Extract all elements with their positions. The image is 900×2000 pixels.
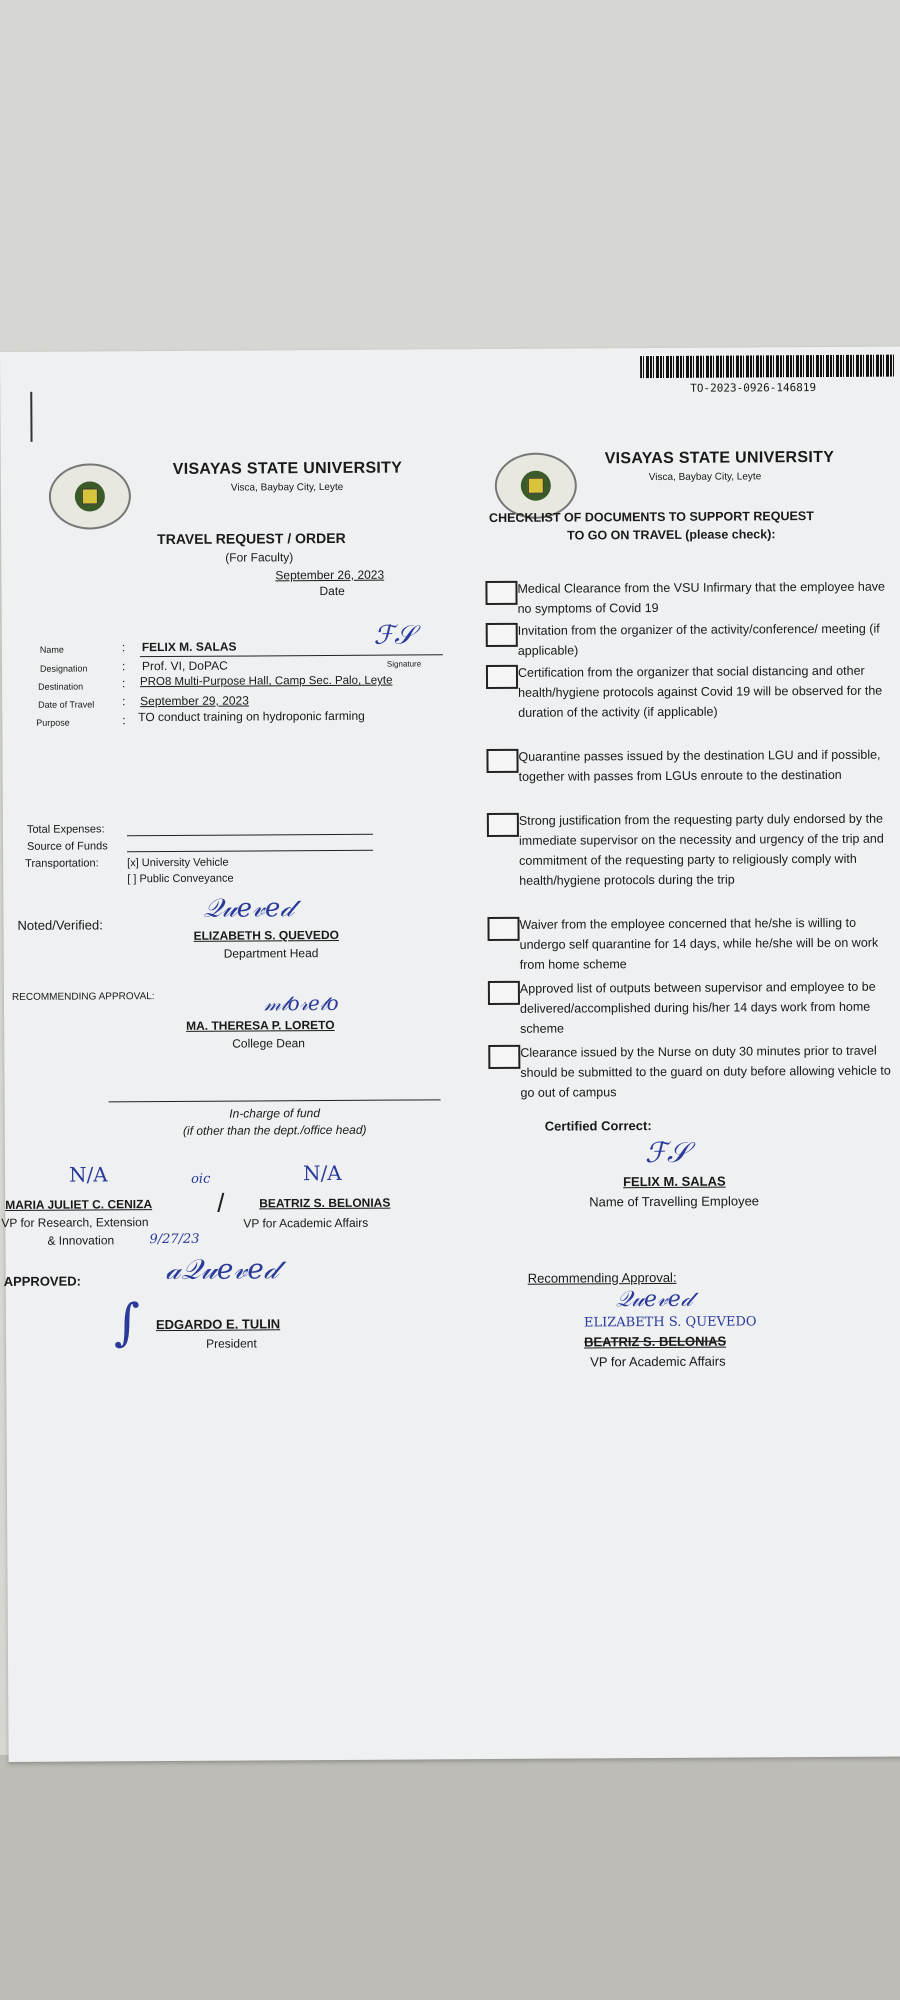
checklist-checkbox-medical-clearance[interactable] xyxy=(485,581,517,605)
checklist-checkbox-justification[interactable] xyxy=(487,813,519,837)
field-label-date-of-travel: Date of Travel xyxy=(38,699,95,710)
handwritten-replacement-name: ELIZABETH S. QUEVEDO xyxy=(583,1314,757,1331)
employee-name: FELIX M. SALAS xyxy=(623,1173,726,1190)
name-underline xyxy=(140,654,443,657)
pen-mark xyxy=(30,392,32,442)
background-surface xyxy=(0,1755,900,2000)
checklist-item-medical-clearance: Medical Clearance from the VSU Infirmary that the employee have no symptoms of Covid 19 xyxy=(517,579,886,616)
dept-head-name: ELIZABETH S. QUEVEDO xyxy=(193,927,339,943)
form-subtitle: (For Faculty) xyxy=(225,550,294,565)
checklist-title: CHECKLIST OF DOCUMENTS TO SUPPORT REQUEST xyxy=(488,509,814,526)
field-colon xyxy=(122,659,125,673)
source-of-funds-label: Source of Funds xyxy=(26,840,108,853)
checklist-item-waiver: Waiver from the employee concerned that he/she is willing to undergo self quarantine for 14 days, while he/she will be on work from home scheme xyxy=(519,915,879,972)
approval-signature: 𝒶𝒬𝓊𝑒𝓋𝑒𝒹 xyxy=(165,1252,279,1287)
employee-signature: ℱ𝒮 xyxy=(644,1135,689,1170)
recommending-signature: 𝒬𝓊𝑒𝓋𝑒𝒹 xyxy=(615,1286,693,1313)
field-colon xyxy=(122,713,125,727)
university-name: VISAYAS STATE UNIVERSITY xyxy=(172,459,403,478)
checklist-item-quarantine-passes: Quarantine passes issued by the destination LGU and if possible, together with passes from LGUs enroute to the destination xyxy=(518,747,881,784)
vp-academic-title: VP for Academic Affairs xyxy=(243,1215,369,1231)
travel-request-document xyxy=(0,347,900,1762)
separator-slash: / xyxy=(217,1187,225,1218)
field-label-designation: Designation xyxy=(39,663,88,674)
recommending-approval-label: RECOMMENDING APPROVAL: xyxy=(11,991,155,1003)
checklist-checkbox-nurse-clearance[interactable] xyxy=(488,1045,520,1069)
source-of-funds-line xyxy=(127,850,373,853)
certified-correct-label: Certified Correct: xyxy=(544,1118,652,1134)
field-value-purpose: TO conduct training on hydroponic farming xyxy=(138,708,365,725)
checklist-checkbox-quarantine-passes[interactable] xyxy=(486,749,518,773)
handwritten-date: 9/27/23 xyxy=(149,1231,200,1248)
dean-signature: 𝓂𝓁𝑜𝓇𝑒𝓉𝑜 xyxy=(263,990,339,1016)
employee-title: Name of Travelling Employee xyxy=(589,1193,760,1210)
form-title: TRAVEL REQUEST / ORDER xyxy=(157,529,346,548)
university-address-right: Visca, Baybay City, Leyte xyxy=(648,471,762,484)
request-date: September 26, 2023 xyxy=(275,567,385,583)
president-title: President xyxy=(206,1336,257,1351)
president-name: EDGARDO E. TULIN xyxy=(155,1316,281,1333)
handwritten-na-2: N/A xyxy=(302,1160,342,1186)
university-seal-logo xyxy=(49,463,131,529)
checklist-checkbox-waiver[interactable] xyxy=(487,917,519,941)
fund-label: In-charge of fund xyxy=(229,1106,321,1121)
dept-head-signature: 𝒬𝓊𝑒𝓋𝑒𝒹 xyxy=(203,893,294,924)
approved-label: APPROVED: xyxy=(3,1273,82,1289)
field-colon xyxy=(122,676,125,690)
checklist-checkbox-certification[interactable] xyxy=(486,665,518,689)
vp-research-name: MARIA JULIET C. CENIZA xyxy=(5,1197,153,1212)
field-value-designation: Prof. VI, DoPAC xyxy=(141,658,228,674)
field-colon xyxy=(122,640,125,654)
checklist-item-certification: Certification from the organizer that social distancing and other health/hygiene protocols against Covid 19 will be observed for the duration of the activity (if applicable) xyxy=(517,663,883,720)
president-signature: ∫ xyxy=(113,1293,141,1352)
field-label-destination: Destination xyxy=(38,681,84,692)
fund-signature-line xyxy=(109,1099,441,1102)
handwritten-oic: oic xyxy=(191,1171,211,1187)
field-colon xyxy=(122,694,125,708)
fund-label-note: (if other than the dept./office head) xyxy=(182,1122,367,1138)
vp-research-title-2: & Innovation xyxy=(47,1233,115,1248)
transportation-label: Transportation: xyxy=(25,857,99,870)
signature-label: Signature xyxy=(386,659,422,669)
transport-option-university-vehicle: [x] University Vehicle xyxy=(127,856,229,870)
dean-name: MA. THERESA P. LORETO xyxy=(186,1017,335,1033)
checklist-item-nurse-clearance: Clearance issued by the Nurse on duty 30 minutes prior to travel should be submitted to the guard on duty before allowing vehicle to go out of campus xyxy=(520,1043,891,1100)
dean-title: College Dean xyxy=(232,1036,305,1051)
traveler-signature: ℱ𝒮 xyxy=(373,620,415,651)
vp-title-right: VP for Academic Affairs xyxy=(590,1353,726,1370)
checklist-title-2: TO GO ON TRAVEL (please check): xyxy=(567,527,776,543)
noted-verified-label: Noted/Verified: xyxy=(17,917,103,933)
checklist-checkbox-invitation[interactable] xyxy=(486,623,518,647)
field-value-date-of-travel: September 29, 2023 xyxy=(140,693,249,709)
total-expenses-line xyxy=(127,834,373,837)
checklist-item-outputs: Approved list of outputs between supervisor and employee to be delivered/accomplished during his/her 14 days work from home scheme xyxy=(519,979,876,1036)
recommending-approval-label-right: Recommending Approval: xyxy=(527,1269,677,1286)
field-value-destination: PRO8 Multi-Purpose Hall, Camp Sec. Palo, Leyte xyxy=(139,674,393,689)
vp-name-struck: BEATRIZ S. BELONIAS xyxy=(584,1333,727,1350)
handwritten-na-1: N/A xyxy=(68,1162,108,1187)
transport-option-public-conveyance: [ ] Public Conveyance xyxy=(127,872,234,886)
barcode xyxy=(640,355,895,379)
total-expenses-label: Total Expenses: xyxy=(26,823,105,836)
university-address: Visca, Baybay City, Leyte xyxy=(230,481,344,494)
traveler-name: FELIX M. SALAS xyxy=(141,639,237,655)
barcode-number: TO-2023-0926-146819 xyxy=(690,381,817,395)
date-label: Date xyxy=(319,583,345,599)
dept-head-title: Department Head xyxy=(223,946,319,961)
university-name-right: VISAYAS STATE UNIVERSITY xyxy=(604,448,835,468)
checklist-checkbox-outputs[interactable] xyxy=(488,981,520,1005)
vp-academic-name: BEATRIZ S. BELONIAS xyxy=(259,1195,391,1211)
vp-research-title: VP for Research, Extension xyxy=(1,1215,149,1231)
university-seal-logo-right xyxy=(495,452,577,518)
field-label-name: Name xyxy=(39,644,64,655)
field-label-purpose: Purpose xyxy=(36,717,70,728)
checklist-item-invitation: Invitation from the organizer of the activity/conference/ meeting (if applicable) xyxy=(517,621,880,658)
checklist-item-justification: Strong justification from the requesting party duly endorsed by the immediate supervisor on the necessity and urgency of the trip and commitment of the requesting party to religiously comply with health/hygiene protocols during the trip xyxy=(518,811,884,888)
